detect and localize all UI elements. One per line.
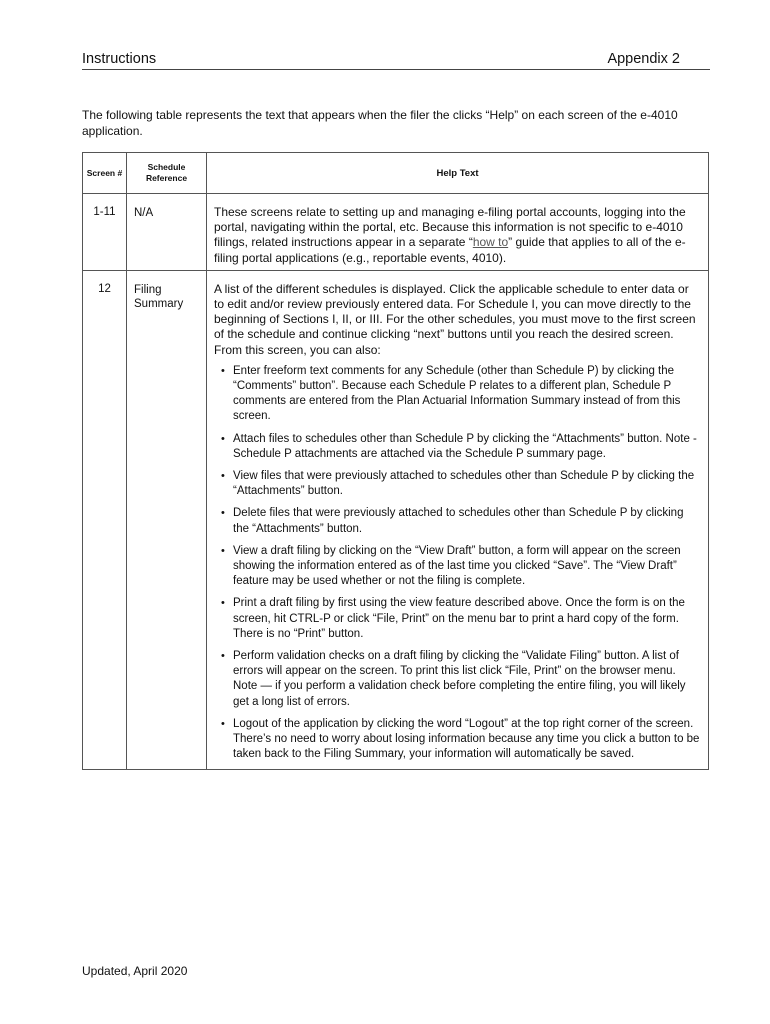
list-item: • Print a draft filing by first using the view feature described above. Once the form is on the screen, hit CTRL-P or click “File, Print” on the menu bar to print a hard copy of the form. There is no “Print” button. <box>221 597 685 640</box>
column-header-help: Help Text <box>207 153 709 194</box>
list-item: • Perform validation checks on a draft filing by clicking the “Validate Filing” button. A list of errors will appear on the screen. To print this list click “File, Print” on the browser menu. Note — if you perform a validation check before completing the entire filing, you will likely get a long list of errors. <box>221 650 686 708</box>
list-item: • View a draft filing by clicking on the “View Draft” button, a form will appear on the screen showing the information entered as of the last time you clicked “Save”. The “View Draft” feature may be used whether or not the filing is complete. <box>221 544 681 588</box>
table-header-row <box>83 153 709 194</box>
help-text-cell <box>207 194 709 271</box>
bullet-icon: • <box>221 717 225 730</box>
page-footer: Updated, April 2020 <box>82 964 188 978</box>
screen-number: 1-11 <box>83 194 127 271</box>
page-header <box>82 50 710 70</box>
help-paragraph <box>214 205 702 266</box>
column-header-schedule: Schedule Reference <box>127 153 207 194</box>
header-title: Instructions <box>82 51 157 67</box>
list-item: • Delete files that were previously attached to schedules other than Schedule P by clicking the “Attachments” button. <box>221 507 684 535</box>
screen-number: 12 <box>83 270 127 769</box>
bullet-icon: • <box>221 507 225 520</box>
list-item: • Logout of the application by clicking the word “Logout” at the top right corner of the screen. There’s no need to worry about losing information because any time you click a button to be taken back to the Filing Summary, your information will automatically be saved. <box>221 717 700 761</box>
help-text-table <box>82 152 709 770</box>
help-bullet-list <box>214 364 702 763</box>
table-row <box>83 270 709 769</box>
help-text-cell <box>207 270 709 769</box>
help-paragraph: A list of the different schedules is displayed. Click the applicable schedule to enter data or to edit and/or review previously entered data. For Schedule I, you can move directly to the beginning of Sections I, II, or III. For the other schedules, you must move to the first screen of the schedule and continue clicking “next” buttons until you reach the desired screen. From this screen, you can also: <box>214 281 696 357</box>
schedule-reference: N/A <box>127 194 207 271</box>
help-text-end: ” guide that applies to all of the e-filing portal applications (e.g., reportable events, 4010). <box>214 235 686 265</box>
bullet-icon: • <box>221 544 225 557</box>
bullet-icon: • <box>221 470 225 483</box>
list-item: • View files that were previously attached to schedules other than Schedule P by clicking the “Attachments” button. <box>221 470 695 498</box>
bullet-icon: • <box>221 432 225 445</box>
list-item: • Attach files to schedules other than Schedule P by clicking the “Attachments” button. Note - Schedule P attachments are attached via the Schedule P summary page. <box>221 432 697 460</box>
schedule-reference: Filing Summary <box>127 270 207 769</box>
list-item: • Enter freeform text comments for any Schedule (other than Schedule P) by clicking the “Comments” button”. Because each Schedule P relates to a different plan, Schedule P comments are entered from the Plan Actuarial Information Summary instead of from this screen. <box>221 364 681 423</box>
table-row <box>83 194 709 271</box>
how-to-link[interactable]: how to <box>472 235 509 250</box>
bullet-icon: • <box>221 650 225 663</box>
column-header-screen: Screen # <box>83 153 127 194</box>
header-appendix: Appendix 2 <box>607 51 680 67</box>
bullet-icon: • <box>221 364 225 377</box>
intro-paragraph: The following table represents the text that appears when the filer the clicks “Help” on each screen of the e-4010 application. <box>82 108 678 138</box>
help-text-start: These screens relate to setting up and managing e-filing portal accounts, logging into the portal, navigating within the portal, etc. Because this information is not specific to e-4010 filings, related instructions appear in a separate “ <box>214 205 686 250</box>
bullet-icon: • <box>221 597 225 610</box>
